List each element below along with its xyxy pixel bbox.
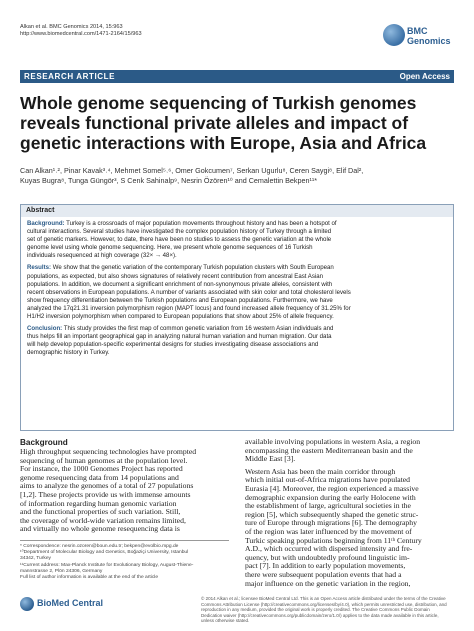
abstract-heading: Abstract [21, 205, 453, 217]
body-line: genome resequencing data from 14 populations and [20, 472, 179, 482]
abstract-line: Background: Turkey is a crossroads of major population movements throughout history and has been a hotspot of [27, 220, 337, 227]
body-line: there were subsequent population events that had a [245, 569, 402, 579]
section-heading-background: Background [20, 438, 68, 447]
conclusion-label: Conclusion: [27, 325, 63, 333]
abstract-line: thus helps fill an important geographical gap in analyzing natural human variation and human migration. Our data [27, 333, 332, 341]
article-type-banner [20, 70, 454, 83]
journal-logo [383, 20, 451, 62]
abstract-line: cultural interactions. Several studies have investigated the complex population history of Turkey through a limited [27, 228, 332, 236]
citation [20, 24, 142, 38]
body-line: ture of Europe through migrations [6]. The demography [245, 518, 417, 528]
note-line: Full list of author information is available at the end of the article [20, 575, 159, 581]
abstract-line: populations, as expected, but also shows signatures of relatively recent contribution from ancestral East Asian [27, 272, 324, 280]
title-line: Whole genome sequencing of Turkish genomes [20, 93, 417, 113]
body-line: demographic expansion during the early Holocene with [245, 492, 416, 502]
author-list [20, 166, 460, 186]
body-line: pact [7]. In addition to early population movements, [245, 561, 406, 571]
abstract-line: populations. In addition, we document a significant enrichment of non-synonymous private alleles, consistent with [27, 280, 333, 288]
body-line: sequencing of human genomes at the population level. [20, 455, 188, 465]
abstract-line: genome level using whole genome sequencing. Here, we present whole genome sequences of 16 Turkish [27, 244, 313, 252]
body-line: the coverage of world-wide variation remains limited, [20, 515, 186, 525]
body-line: and virtually no whole genome resequencing data is [20, 524, 180, 534]
title-line: reveals functional private alleles and impact of [20, 113, 409, 133]
journal-logo-line1: BMC [407, 26, 428, 36]
author-line: Can Alkan¹˒², Pinar Kavak³˒⁴, Mehmet Somel⁵˒⁶, Omer Gokcumen⁷, Serkan Ugurlu⁸, Ceren Saygi⁸, Elif Dal², [20, 166, 364, 175]
license-line: unless otherwise stated. [201, 618, 250, 624]
body-line: Turkic speaking populations beginning from 11ᵗʰ Century [245, 535, 422, 545]
body-line: encompassing the eastern Mediterranean basin and the [245, 445, 413, 455]
body-column-right [245, 438, 454, 588]
body-line: and the functional properties of such variation. Still, [20, 507, 181, 517]
biomed-central-logo [20, 597, 104, 611]
license-line: © 2014 Alkan et al.; licensee BioMed Central Ltd. This is an Open Access article distributed under the terms of the Creative [201, 596, 446, 601]
body-line: [1,2]. These projects provide us with immense amounts [20, 489, 191, 499]
note-line: ¹¹Current address: Max-Planck Institute for Evolutionary Biology, August-Thiene- [20, 562, 194, 568]
abstract-line: demographic history in Turkey. [27, 349, 110, 357]
citation-journal: Alkan et al. BMC Genomics 2014, 15:963 [20, 24, 123, 30]
results-label: Results: [27, 264, 52, 272]
biomed-central-logo-icon [20, 597, 34, 611]
body-line: of the region was later influenced by the movement of [245, 526, 412, 536]
body-line: major influence on the genetic variation in the region, [245, 578, 411, 588]
biomed-central-logo-text: BioMed Central [37, 598, 104, 608]
abstract-line: set of genetic markers. However, to date, there have been no studies to assess the genetic variation at the whole [27, 236, 332, 244]
abstract-box [20, 204, 454, 431]
journal-logo-line2: Genomics [407, 36, 451, 46]
correspondence-notes [20, 540, 229, 581]
body-column-left [20, 438, 229, 534]
body-line: available involving populations in western Asia, a region [245, 437, 421, 446]
body-line: Eurasia [4]. Moreover, the region experienced a massive [245, 483, 419, 493]
body-line: region [5], which subsequently shaped the genetic struc- [245, 509, 419, 519]
body-line: which initial out-of-Africa migrations have populated [245, 475, 411, 485]
journal-logo-text [407, 26, 451, 46]
license-line: reproduction in any medium, provided the original work is properly credited. The Creative Commons Public Domain [201, 607, 430, 613]
article-type-label: RESEARCH ARTICLE [24, 72, 116, 81]
body-line: quency, but with undoubtedly profound linguistic im- [245, 552, 410, 562]
note-line: 34342, Turkey [20, 556, 51, 562]
bmc-logo-icon [383, 24, 405, 46]
abstract-line: analyzed the 17q21.31 inversion polymorphism region (MAPT locus) and found increased allele frequency of 31.25% for [27, 304, 351, 312]
author-line: Kuyas Bugra⁸, Tunga Güngör³, S Cenk Sahinalp⁹, Nesrin Özören¹⁰ and Cemalettin Bekpen¹¹* [20, 176, 318, 185]
abstract-line: Conclusion: This study provides the first map of common genetic variation from 16 western Asian individuals and [27, 325, 334, 333]
license-line[interactable]: Dedication waiver (http://creativecommons.org/publicdomain/zero/1.0/) applies to the data made available in this article, [201, 612, 439, 618]
abstract-line: show frequency differentiation between the Turkish populations and European populations. Furthermore, we have [27, 296, 333, 304]
abstract-body [21, 217, 453, 361]
body-line: Western Asia has been the main corridor through [245, 466, 396, 476]
note-line: ¹⁰Department of Molecular Biology and Genetics, Boğaziçi University, Istanbul [20, 550, 189, 556]
body-line: For instance, the 1000 Genomes Project has reported [20, 464, 183, 474]
background-label: Background: [27, 220, 65, 227]
body-line: Middle East [3]. [245, 454, 296, 464]
note-line[interactable]: * Correspondence: nesrin.ozoren@boun.edu.tr; bekpen@evolbio.mpg.de [20, 544, 179, 549]
body-line: of information regarding human genomic variation [20, 498, 177, 508]
open-access-label: Open Access [399, 72, 450, 81]
abstract-line: will help develop population-specific experimental designs for studies investigating disease associations and [27, 341, 319, 349]
abstract-line: H1/H2 inversion polymorphism when compared to European populations that show about 25% of allele frequency. [27, 313, 334, 321]
body-line: High throughput sequencing technologies have prompted [20, 447, 197, 456]
article-title [20, 93, 460, 153]
body-line: aims to analyze the genomes of a total of 27 populations [20, 481, 194, 491]
abstract-line: Results: We show that the genetic variation of the contemporary Turkish population clusters with South European [27, 264, 334, 272]
license-text [201, 596, 454, 624]
abstract-line: individuals resequenced at high coverage (32× → 48×). [27, 252, 177, 260]
abstract-line: recent observations in European populations. A number of variants associated with skin color and total cholesterol levels [27, 288, 351, 296]
body-line: A.D., which occurred with dispersed intensity and fre- [245, 544, 413, 554]
body-line: the establishment of large, agricultural societies in the [245, 501, 411, 511]
citation-url[interactable]: http://www.biomedcentral.com/1471-2164/15/963 [20, 31, 142, 37]
license-line[interactable]: Commons Attribution License (http://creativecommons.org/licenses/by/4.0), which permits unrestricted use, distribution, and [201, 601, 447, 607]
note-line: mannstrasse 2, Plön 24306, Germany [20, 568, 103, 574]
title-line: genetic interactions with Europe, Asia and Africa [20, 133, 427, 153]
page-footer [20, 594, 454, 626]
